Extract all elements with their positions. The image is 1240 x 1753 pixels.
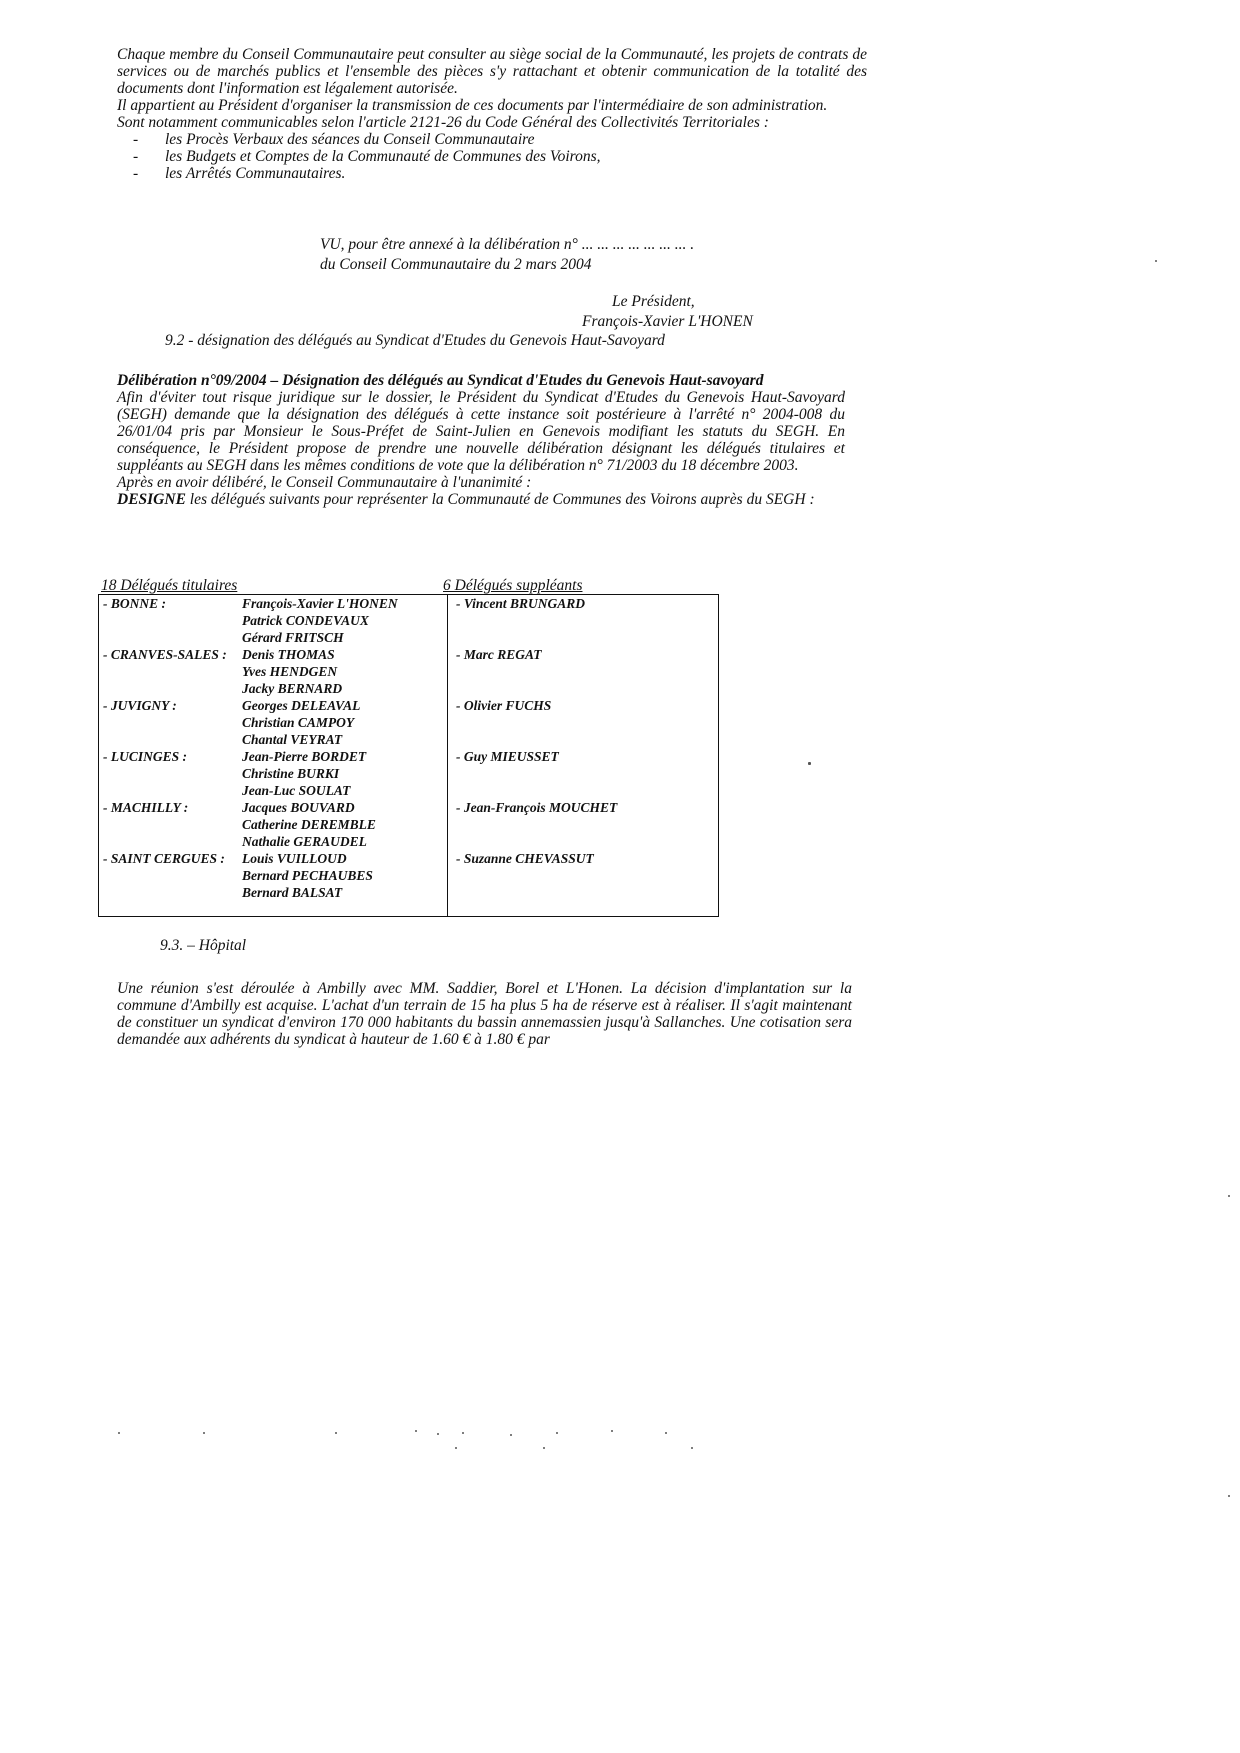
titulaire-name: Louis VUILLOUD (242, 851, 347, 866)
intro-paragraph: Chaque membre du Conseil Communautaire peut consulter au siège social de la Communauté, les projets de contrats de services ou de marchés publics et l'ensemble des pièces s'y rattachant et obtenir communication de la totalité des documents dont l'information est légalement autorisée. (117, 46, 867, 97)
list-item: - les Arrêtés Communautaires. (133, 165, 867, 182)
titulaire-name: Christine BURKI (242, 766, 340, 781)
scan-speck (437, 1433, 439, 1435)
titulaire-name: Yves HENDGEN (242, 664, 338, 679)
commune-label: - LUCINGES : (103, 749, 188, 764)
vu-line: VU, pour être annexé à la délibération n° ... ... ... ... ... ... ... . (320, 236, 695, 253)
designe-keyword: DESIGNE (117, 491, 186, 508)
titulaire-name: Jacky BERNARD (242, 681, 343, 696)
titulaire-name: Georges DELEAVAL (242, 698, 361, 713)
scan-speck (611, 1430, 613, 1432)
scan-speck (1155, 260, 1157, 262)
hopital-block (117, 980, 852, 1048)
titulaire-name: Chantal VEYRAT (242, 732, 343, 747)
commune-label: - SAINT CERGUES : (103, 851, 225, 866)
scan-speck (203, 1432, 205, 1434)
list-item: - les Procès Verbaux des séances du Conseil Communautaire (133, 131, 867, 148)
scan-speck (335, 1432, 337, 1434)
titulaire-name: Christian CAMPOY (242, 715, 355, 730)
scan-speck (808, 762, 811, 765)
titulaires-list (242, 595, 398, 646)
vu-date-line: du Conseil Communautaire du 2 mars 2004 (320, 256, 592, 273)
commune-label: - JUVIGNY : (103, 698, 177, 713)
scan-speck (1228, 1195, 1230, 1197)
hopital-paragraph: Une réunion s'est déroulée à Ambilly avec MM. Saddier, Borel et L'Honen. La décision d'implantation sur la commune d'Ambilly est acquise. L'achat d'un terrain de 15 ha plus 5 ha de réserve est à réaliser. Il s'agit maintenant de constituer un syndicat d'environ 170 000 habitants du bassin annemassien jusqu'à Sallanches. Une cotisation sera demandée aux adhérents du syndicat à hauteur de 1.60 € à 1.80 € par (117, 980, 852, 1048)
designe-paragraph (117, 491, 845, 508)
list-item: - les Budgets et Comptes de la Communauté de Communes des Voirons, (133, 148, 867, 165)
titulaire-name: Bernard BALSAT (242, 885, 343, 900)
suppleant-name: - Guy MIEUSSET (456, 749, 559, 764)
vu-annotation (320, 235, 694, 275)
scan-speck (510, 1434, 512, 1436)
designe-text: les délégués suivants pour représenter la Communauté de Communes des Voirons auprès du SEGH : (185, 491, 815, 508)
suppleant-name: - Jean-François MOUCHET (456, 800, 618, 815)
scan-speck (543, 1447, 545, 1449)
titulaires-list (242, 646, 342, 697)
deliberation-block (117, 372, 845, 508)
scan-speck (118, 1432, 120, 1434)
suppleants-header: 6 Délégués suppléants (443, 577, 583, 594)
titulaire-name: Patrick CONDEVAUX (242, 613, 369, 628)
scan-speck (462, 1432, 464, 1434)
commune-label: - MACHILLY : (103, 800, 189, 815)
titulaire-name: Catherine DEREMBLE (242, 817, 376, 832)
intro-block (117, 46, 867, 182)
president-paragraph: Il appartient au Président d'organiser la transmission de ces documents par l'intermédiaire de son administration. (117, 97, 828, 114)
signature-name: François-Xavier L'HONEN (582, 313, 753, 330)
scan-speck (665, 1432, 667, 1434)
titulaires-header: 18 Délégués titulaires (101, 577, 238, 594)
scan-speck (455, 1447, 457, 1449)
commune-label: - CRANVES-SALES : (103, 647, 227, 662)
scan-speck (691, 1447, 693, 1449)
titulaire-name: Bernard PECHAUBES (242, 868, 373, 883)
signature-title: Le Président, (612, 293, 695, 310)
titulaire-name: Nathalie GERAUDEL (242, 834, 367, 849)
titulaire-name: Denis THOMAS (242, 647, 335, 662)
delegates-table (98, 594, 719, 917)
suppleant-name: - Suzanne CHEVASSUT (456, 851, 594, 866)
suppleant-name: - Marc REGAT (456, 647, 542, 662)
scan-speck (415, 1430, 417, 1432)
titulaire-name: Jean-Pierre BORDET (242, 749, 367, 764)
table-divider (447, 595, 448, 916)
communicables-list (117, 131, 867, 182)
suppleant-name: - Vincent BRUNGARD (456, 596, 586, 611)
scan-speck (1228, 1495, 1230, 1497)
section-heading-9-3: 9.3. – Hôpital (160, 937, 247, 954)
signature-block (582, 292, 753, 332)
titulaires-list (242, 850, 373, 901)
deliberation-body: Afin d'éviter tout risque juridique sur le dossier, le Président du Syndicat d'Etudes du Genevois Haut-Savoyard (SEGH) demande que la désignation des délégués à cette instance soit postérieure à l'arrêté n° 2004-008 du 26/01/04 pris par Monsieur le Sous-Préfet de Saint-Julien en Genevois modifiant les statuts du SEGH. En conséquence, le Président propose de prendre une nouvelle délibération désignant les délégués titulaires et suppléants au SEGH dans les mêmes conditions de vote que la délibération n° 71/2003 du 18 décembre 2003. (117, 389, 845, 474)
titulaire-name: Jacques BOUVARD (242, 800, 355, 815)
commune-label: - BONNE : (103, 596, 166, 611)
titulaire-name: François-Xavier L'HONEN (242, 596, 398, 611)
titulaires-list (242, 748, 366, 799)
deliberation-title: Délibération n°09/2004 – Désignation des délégués au Syndicat d'Etudes du Genevois Haut-savoyard (117, 372, 764, 389)
titulaire-name: Jean-Luc SOULAT (242, 783, 351, 798)
scan-speck (556, 1432, 558, 1434)
apres-deliberation: Après en avoir délibéré, le Conseil Communautaire à l'unanimité : (117, 474, 532, 491)
titulaires-list (242, 697, 360, 748)
titulaire-name: Gérard FRITSCH (242, 630, 344, 645)
section-heading-9-2: 9.2 - désignation des délégués au Syndicat d'Etudes du Genevois Haut-Savoyard (165, 332, 665, 349)
communicables-intro: Sont notamment communicables selon l'article 2121-26 du Code Général des Collectivités Territoriales : (117, 114, 769, 131)
titulaires-list (242, 799, 376, 850)
suppleant-name: - Olivier FUCHS (456, 698, 552, 713)
